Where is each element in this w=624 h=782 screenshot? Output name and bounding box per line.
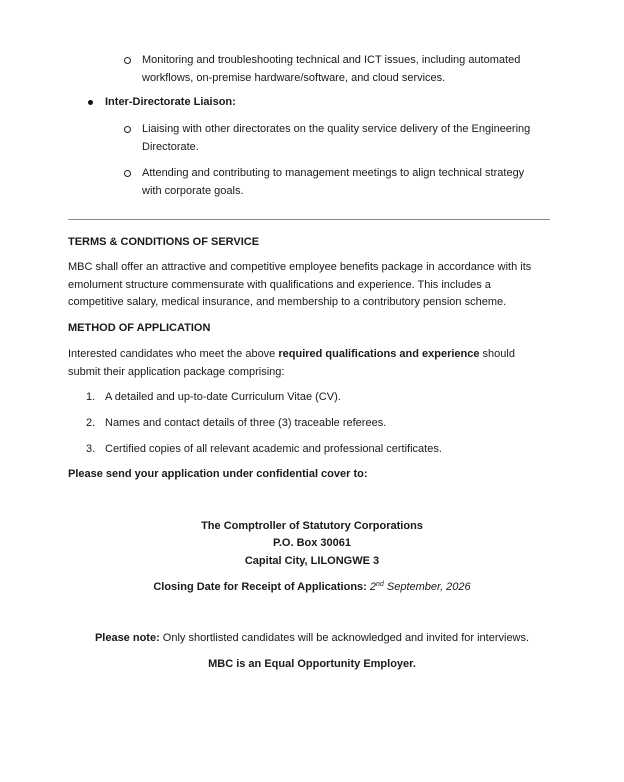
list-number: 2. xyxy=(86,417,96,429)
circle-bullet-icon xyxy=(124,57,131,64)
method-intro-line: submit their application package comprising: xyxy=(68,365,285,378)
note-text: Only shortlisted candidates will be acknowledged and invited for interviews. xyxy=(159,632,530,644)
list-item-certificates: Certified copies of all relevant academic and professional certificates. xyxy=(105,443,442,455)
list-number: 1. xyxy=(86,391,96,403)
terms-heading: TERMS & CONDITIONS OF SERVICE xyxy=(68,236,260,248)
duty-text-line: workflows, on-premise hardware/software, and cloud services. xyxy=(142,71,446,84)
duty-item-monitoring xyxy=(142,52,552,87)
section-divider xyxy=(68,219,550,220)
list-item-referees: Names and contact details of three (3) traceable referees. xyxy=(105,417,387,429)
send-application-note: Please send your application under confidential cover to: xyxy=(68,468,368,480)
list-number: 3. xyxy=(86,443,96,455)
note-label: Please note: xyxy=(94,632,160,644)
circle-bullet-icon xyxy=(124,170,131,177)
address-line-comptroller: The Comptroller of Statutory Corporations xyxy=(201,520,423,532)
duty-text-line: with corporate goals. xyxy=(142,184,244,197)
duty-text-line: Directorate. xyxy=(142,140,199,153)
duty-item-liaising xyxy=(142,121,552,156)
method-heading: METHOD OF APPLICATION xyxy=(68,322,211,334)
shortlist-note xyxy=(0,632,624,644)
duty-item-meetings xyxy=(142,165,552,200)
closing-date-value: 2nd September, 2026 xyxy=(369,581,471,593)
duty-text-line: Monitoring and troubleshooting technical and ICT issues, including automated xyxy=(142,54,521,66)
terms-line: MBC shall offer an attractive and competitive employee benefits package in accordance with its xyxy=(68,261,532,273)
method-intro xyxy=(68,346,550,381)
address-line-pobox: P.O. Box 30061 xyxy=(272,537,352,549)
qualifications-emphasis: required qualifications and experience xyxy=(278,348,480,360)
duty-text-line: Attending and contributing to management meetings to align technical strategy xyxy=(142,167,525,179)
address-line-city: Capital City, LILONGWE 3 xyxy=(244,555,380,567)
bullet-dot-icon xyxy=(88,100,93,105)
closing-date xyxy=(0,581,624,593)
method-intro-line: Interested candidates who meet the above required qualifications and experience should xyxy=(68,348,515,360)
terms-line: emolument structure commensurate with qualifications and experience. This includes a xyxy=(68,278,491,291)
liaison-heading: Inter-Directorate Liaison: xyxy=(105,96,236,108)
list-item-cv: A detailed and up-to-date Curriculum Vitae (CV). xyxy=(105,391,341,403)
equal-opportunity-statement: MBC is an Equal Opportunity Employer. xyxy=(208,658,416,670)
terms-line: competitive salary, medical insurance, and membership to a contributory pension scheme. xyxy=(68,296,507,308)
duty-text-line: Liaising with other directorates on the quality service delivery of the Engineering xyxy=(142,123,531,135)
circle-bullet-icon xyxy=(124,126,131,133)
closing-date-label: Closing Date for Receipt of Applications: xyxy=(153,581,370,593)
terms-paragraph xyxy=(68,259,550,312)
